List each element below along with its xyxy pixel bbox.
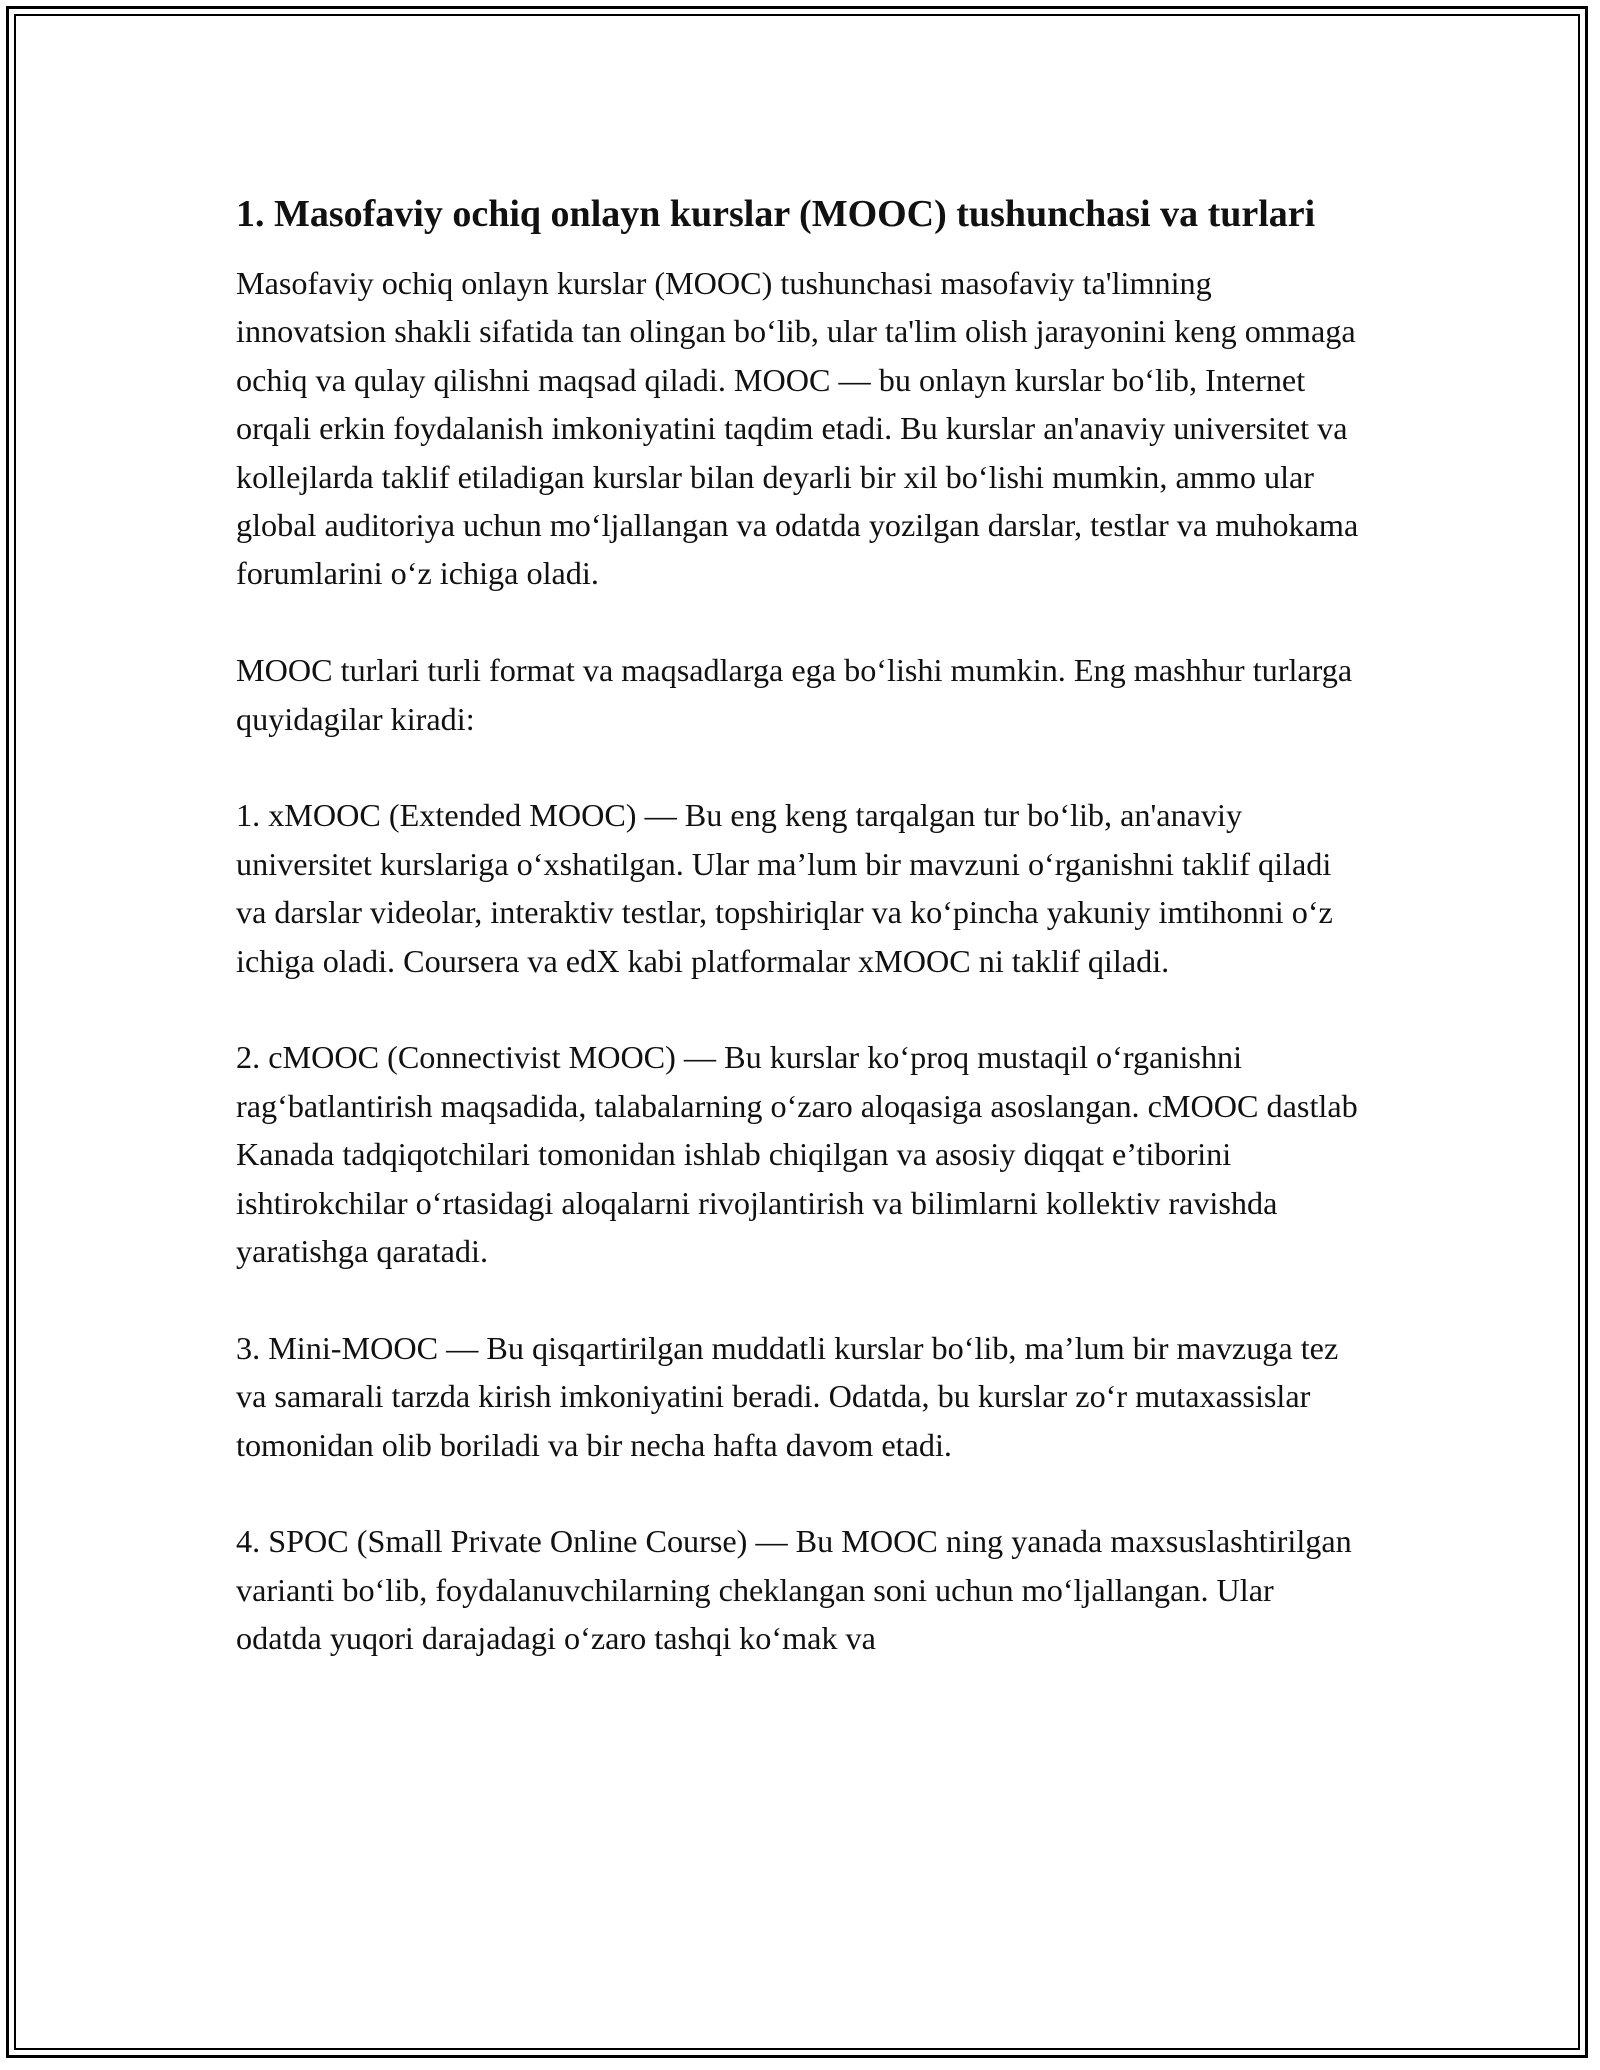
paragraph-types-intro: MOOC turlari turli format va maqsadlarga ega bo‘lishi mumkin. Eng mashhur turlarga quyidagilar kiradi: (236, 652, 1353, 737)
section-heading: 1. Masofaviy ochiq onlayn kurslar (MOOC) tushunchasi va turlari (236, 193, 1316, 235)
document-body (236, 188, 1366, 1663)
paragraph-mini-mooc: 3. Mini-MOOC — Bu qisqartirilgan muddatli kurslar bo‘lib, ma’lum bir mavzuga tez va samarali tarzda kirish imkoniyatini beradi. Odatda, bu kurslar zo‘r mutaxassislar tomonidan olib boriladi va bir necha hafta davom etadi. (236, 1329, 1339, 1463)
paragraph-xmooc: 1. xMOOC (Extended MOOC) — Bu eng keng tarqalgan tur bo‘lib, an'anaviy universitet kurslariga o‘xshatilgan. Ular ma’lum bir mavzuni o‘rganishni taklif qiladi va darslar videolar, interaktiv testlar, topshiriqlar va ko‘pincha yakuniy imtihonni o‘z ichiga oladi. Coursera va edX kabi platformalar xMOOC ni taklif qiladi. (236, 797, 1333, 979)
paragraph-cmooc: 2. cMOOC (Connectivist MOOC) — Bu kurslar ko‘proq mustaqil o‘rganishni rag‘batlantirish maqsadida, talabalarning o‘zaro aloqasiga asoslangan. cMOOC dastlab Kanada tadqiqotchilari tomonidan ishlab chiqilgan va asosiy diqqat e’tiborini ishtirokchilar o‘rtasidagi aloqalarni rivojlantirish va bilimlarni kollektiv ravishda yaratishga qaratadi. (236, 1039, 1358, 1270)
paragraph-intro: Masofaviy ochiq onlayn kurslar (MOOC) tushunchasi masofaviy ta'limning innovatsion shakli sifatida tan olingan bo‘lib, ular ta'lim olish jarayonini keng ommaga ochiq va qulay qilishni maqsad qiladi. MOOC — bu onlayn kurslar bo‘lib, Internet orqali erkin foydalanish imkoniyatini taqdim etadi. Bu kurslar an'anaviy universitet va kollejlarda taklif etiladigan kurslar bilan deyarli bir xil bo‘lishi mumkin, ammo ular global auditoriya uchun mo‘ljallangan va odatda yozilgan darslar, testlar va muhokama forumlarini o‘z ichiga oladi. (236, 265, 1359, 592)
paragraph-spoc: 4. SPOC (Small Private Online Course) — Bu MOOC ning yanada maxsuslashtirilgan varianti bo‘lib, foydalanuvchilarning cheklangan soni uchun mo‘ljallangan. Ular odatda yuqori darajadagi o‘zaro tashqi ko‘mak va (236, 1523, 1352, 1657)
